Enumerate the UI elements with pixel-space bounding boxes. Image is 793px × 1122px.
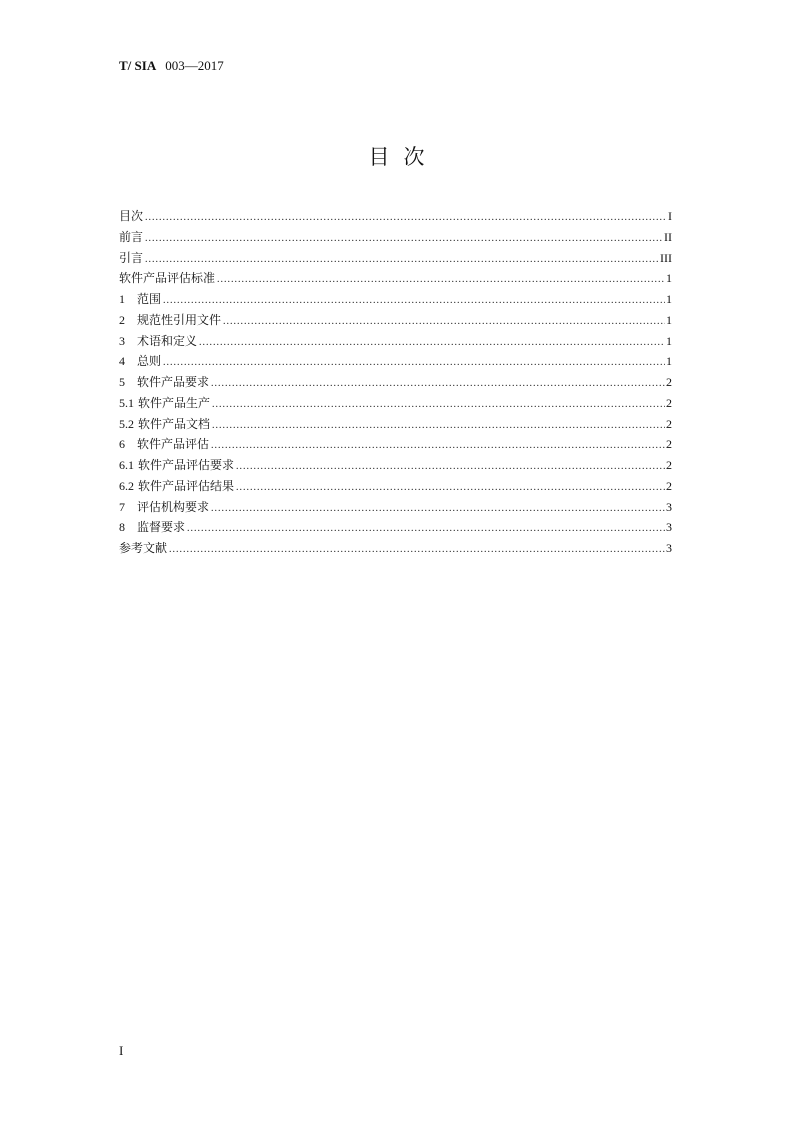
toc-entry-section-2[interactable] [119,311,672,332]
toc-entry-number: 3 [119,333,125,348]
toc-entry-page: 2 [666,458,672,472]
toc-entry-title: 前言 [119,229,144,244]
toc-entry-section-8[interactable] [119,518,672,539]
toc-entry-title: 范围 [137,292,162,306]
standard-number: 003—2017 [165,58,224,73]
toc-entry-section-5[interactable] [119,373,672,394]
toc-entry-page: 2 [666,375,672,389]
toc-leader-dots [236,482,665,493]
toc-entry-title: 软件产品评估 [137,437,210,452]
toc-entry-number: 1 [119,292,125,306]
toc-entry-standard-title[interactable] [119,269,672,290]
toc-entry-number: 8 [119,520,125,535]
toc-leader-dots [236,461,665,472]
toc-entry-page: 2 [666,478,672,493]
toc-entry-title: 软件产品评估标准 [119,271,216,286]
toc-entry-page: III [660,250,672,265]
toc-entry-page: 1 [666,292,672,306]
toc-entry-page: 3 [666,541,672,555]
toc-leader-dots [163,295,665,306]
toc-leader-dots [145,212,667,223]
toc-entry-title: 引言 [119,250,144,265]
toc-entry-page: 1 [666,333,672,348]
toc-entry-title: 监督要求 [137,520,186,535]
toc-entry-number: 6 [119,437,125,452]
toc-leader-dots [199,337,665,348]
toc-entry-number: 5.1 [119,395,134,410]
toc-leader-dots [187,523,665,534]
page-title: 目次 [368,145,439,169]
toc-entry-number: 7 [119,499,125,514]
table-of-contents [119,207,672,560]
toc-entry-bibliography[interactable] [119,539,672,560]
toc-entry-page: 1 [666,312,672,327]
toc-entry-title: 总则 [137,354,162,369]
toc-entry-page: 2 [666,416,672,431]
toc-entry-title: 规范性引用文件 [137,312,222,327]
toc-entry-number: 2 [119,312,125,327]
toc-entry-section-6-1[interactable] [119,456,672,477]
toc-entry-page: 3 [666,520,672,535]
toc-entry-title: 参考文献 [119,541,168,555]
toc-leader-dots [211,503,665,514]
toc-entry-number: 5 [119,375,125,389]
toc-entry-title: 软件产品评估要求 [138,458,235,472]
toc-entry-section-3[interactable] [119,332,672,353]
toc-entry-title: 软件产品文档 [138,416,211,431]
toc-entry-section-5-2[interactable] [119,415,672,436]
toc-entry-section-1[interactable] [119,290,672,311]
toc-entry-section-4[interactable] [119,352,672,373]
toc-entry-title: 术语和定义 [137,333,198,348]
toc-entry-section-6[interactable] [119,435,672,456]
toc-entry-page: 1 [666,271,672,286]
toc-entry-title: 目次 [119,209,144,223]
page-number: I [119,1043,124,1058]
toc-entry-page: I [668,209,672,223]
toc-entry-title: 软件产品评估结果 [138,478,235,493]
toc-entry-page: 3 [666,499,672,514]
toc-leader-dots [169,544,665,555]
toc-leader-dots [163,357,665,368]
toc-entry-page: II [664,229,672,244]
toc-leader-dots [217,274,665,285]
toc-entry-title: 软件产品生产 [138,395,211,410]
toc-entry-foreword[interactable] [119,228,672,249]
toc-entry-section-5-1[interactable] [119,394,672,415]
toc-entry-title: 评估机构要求 [137,499,210,514]
toc-entry-section-6-2[interactable] [119,477,672,498]
toc-entry-number: 6.2 [119,478,134,493]
document-header [119,58,224,74]
toc-leader-dots [212,420,665,431]
toc-leader-dots [212,399,665,410]
toc-entry-contents[interactable] [119,207,672,228]
toc-entry-page: 2 [666,395,672,410]
toc-leader-dots [211,378,665,389]
toc-leader-dots [223,316,665,327]
toc-entry-section-7[interactable] [119,498,672,519]
toc-entry-number: 4 [119,354,125,369]
toc-leader-dots [211,440,665,451]
standard-code: T/ SIA [119,58,157,73]
toc-entry-introduction[interactable] [119,249,672,270]
toc-entry-page: 2 [666,437,672,452]
toc-entry-number: 6.1 [119,458,134,472]
toc-entry-title: 软件产品要求 [137,375,210,389]
toc-leader-dots [145,254,659,265]
toc-entry-page: 1 [666,354,672,369]
toc-leader-dots [145,233,663,244]
toc-entry-number: 5.2 [119,416,134,431]
